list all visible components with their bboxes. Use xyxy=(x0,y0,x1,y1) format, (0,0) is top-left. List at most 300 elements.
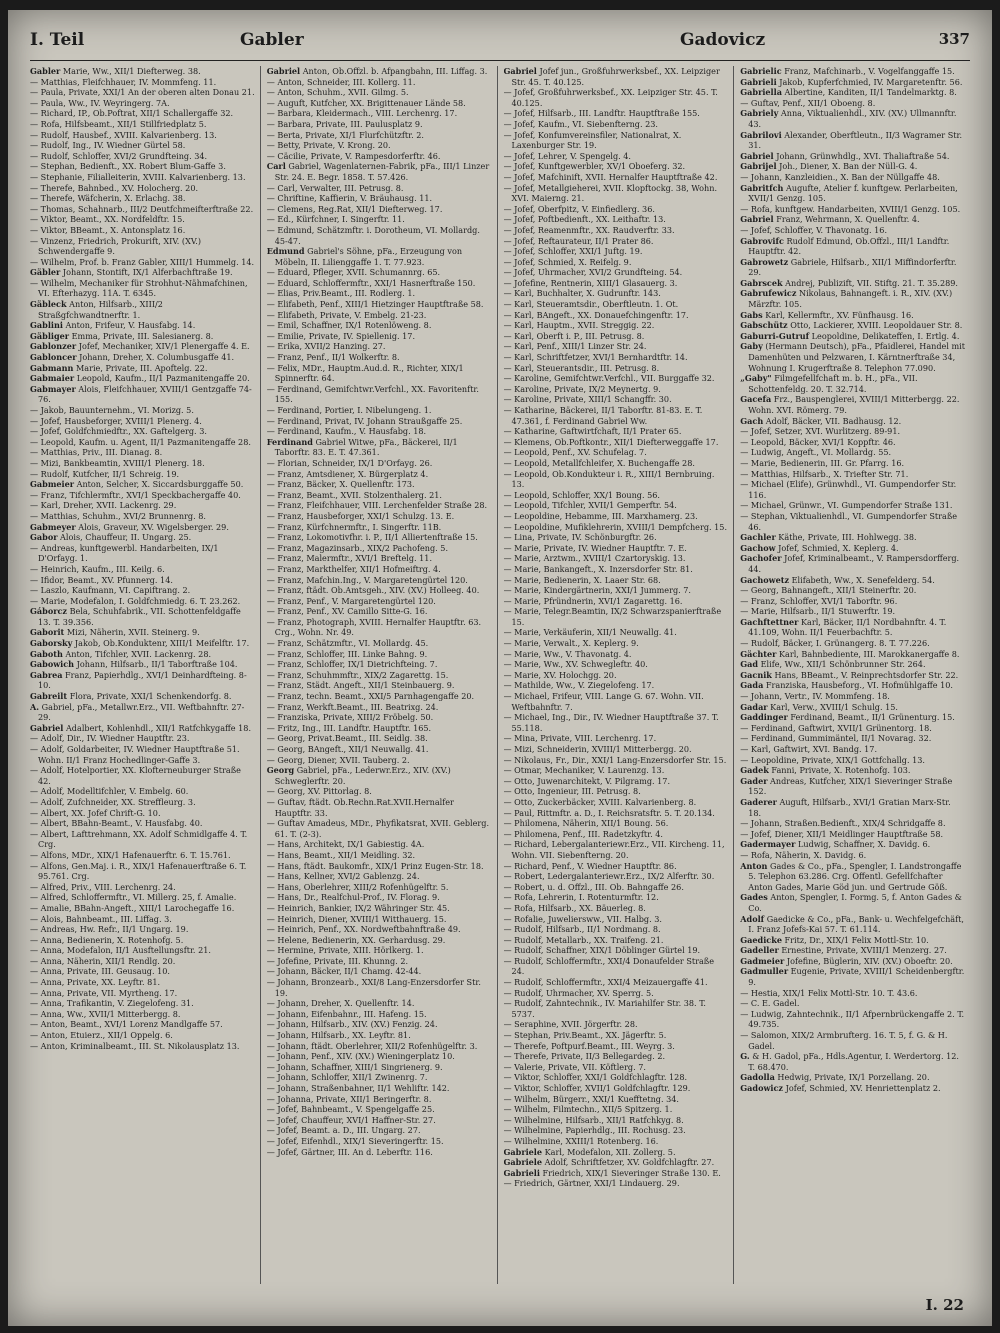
directory-entry: Gachler Käthe, Private, III. Hohlwegg. 38. xyxy=(740,532,917,543)
directory-entry: — Franz, Beamt., XVII. Stolzenthalerg. 21. xyxy=(266,489,442,500)
directory-entry: — Otto, Zuckerbäcker, XVIII. Kalvarienberg. 8. xyxy=(503,796,697,807)
signature-mark: I. 22 xyxy=(925,1296,964,1314)
directory-entry: Gabloncer Johann, Dreher, X. Columbusgaffe 41. xyxy=(30,352,235,363)
directory-entry: — Anna, Private, XX. Leyftr. 81. xyxy=(30,977,161,988)
directory-entry: — Adolf, Goldarbeiter, IV. Wiedner Hauptftraße 51. Wohn. II/1 Franz Hochedlinger-Gaffe 3. xyxy=(30,744,240,765)
directory-entry: — Clemens, Reg.Rat, XII/1 Diefterweg. 17. xyxy=(266,203,443,214)
directory-entry: — Stephan, Bedienft., XX. Robert Blum-Gaffe 3. xyxy=(30,161,226,172)
directory-entry: — Jofef, Poftbedienft., XX. Leithaftr. 13. xyxy=(503,214,666,225)
directory-entry: — Hans, Architekt, IX/1 Gabiestig. 4A. xyxy=(266,839,425,850)
directory-entry: G. & H. Gadol, pFa., Hdls.Agentur, I. Werdertorg. 12. T. 68.470. xyxy=(740,1051,959,1072)
directory-entry: — Johann, Hilfsarb., XX. Leyftr. 81. xyxy=(266,1030,411,1041)
directory-entry: — Adolf, Hotelportier, XX. Klofterneuburger Straße 42. xyxy=(30,765,241,786)
directory-entry: — Therefe, Wäfcherin, X. Erlachg. 38. xyxy=(30,193,186,204)
directory-entry: — Rofa, Lehrerin, I. Rotenturmftr. 12. xyxy=(503,892,659,903)
directory-entry: — Marie, Arztwm., XVIII/1 Czartoryskig. 13. xyxy=(503,553,686,564)
directory-entry: Gachofer Jofef, Kriminalbeamt., V. Rampersdorfferg. 44. xyxy=(740,553,960,574)
directory-entry: — Franz, Werkft.Beamt., III. Beatrixg. 24. xyxy=(266,701,439,712)
directory-entry: — Thomas, Schahnarb., III/2 Deutfchmeifterftraße 22. xyxy=(30,203,254,214)
directory-entry: — Albert, BBahn-Beamt., V. Hausfabg. 40. xyxy=(30,818,203,829)
directory-entry: Gades Anton, Spengler, I. Formg. 5, f. Anton Gades & Co. xyxy=(740,892,962,913)
directory-entry: — Franz, Bäcker, X. Quellenftr. 173. xyxy=(266,479,415,490)
directory-entry: Gadmeier Jofefine, Büglerin, XIV. (XV.) Oboeftr. 20. xyxy=(740,955,953,966)
directory-entry: Gacnik Hans, BBeamt., V. Reinprechtsdorfer Str. 22. xyxy=(740,669,959,680)
directory-entry: — Laszlo, Kaufmann, VI. Capiftrang. 2. xyxy=(30,585,191,596)
directory-entry: — Karl, Oberft i. P., III. Petrusg. 8. xyxy=(503,330,645,341)
directory-entry: — Elias, Priv.Beamt., III. Rodlerg. 1. xyxy=(266,288,416,299)
directory-entry: Gachftettner Karl, Bäcker, II/1 Nordbahnftr. 4. T. 41.109, Wohn. II/1 Feuerbachftr. 5. xyxy=(740,616,947,638)
directory-entry: — Franz, Mafchin.Ing., V. Margaretengürtel 120. xyxy=(266,574,468,585)
directory-entry: — Rofalie, Juweliersww., VII. Halbg. 3. xyxy=(503,913,662,924)
directory-entry: — Hestia, XIX/1 Felix Mottl-Str. 10. T. 43.6. xyxy=(740,987,918,998)
directory-entry: Gaddinger Ferdinand, Beamt., II/1 Grünenturg. 15. xyxy=(740,712,955,723)
directory-entry: — Rofa, Hilfsbeamt., XII/1 Stillfriedplatz 5. xyxy=(30,118,207,129)
directory-entry: — Franz, Magazinsarb., XIX/2 Pachofeng. 5. xyxy=(266,542,449,553)
directory-entry: Gadek Fanni, Private, X. Rotenhofg. 103. xyxy=(740,765,911,776)
directory-entry: — Wilhelm, Prof. b. Franz Gabler, XIII/1 Hummelg. 14. xyxy=(30,256,255,267)
directory-entry: — Marie, Modefalon, I. Goldfchmiedg. 6. T. 23.262. xyxy=(30,595,241,606)
directory-entry: — Leopold, Ob.Kondukteur i. R., XIII/1 Bernbruing. 13. xyxy=(503,468,715,490)
column-4 xyxy=(740,66,970,1284)
directory-entry: — Jofef, Uhrmacher, XVI/2 Grundfteing. 54. xyxy=(503,267,683,278)
directory-entry: — Johann, Hilfsarb., XIV. (XV.) Fenzig. 24. xyxy=(266,1019,438,1030)
directory-entry: — Viktor, Schloffer, XVII/1 Goldfchlagftr. 129. xyxy=(503,1083,691,1093)
directory-entry: — Richard, IP., Ob.Poftrat, XII/1 Schallergaffe 32. xyxy=(30,108,234,119)
directory-entry: — Jofef, Lehrer, V. Spengelg. 4. xyxy=(503,150,631,161)
directory-entry: Gaby (Hermann Deutsch), pFa., Pfaidlerei, Handel mit Damenhüten und Pelzwaren, I. Kärntnerftraße 34, Wohnung I. Krugerftraße 8. Telephon 77.090. xyxy=(740,341,966,373)
directory-entry: — Jofef, Beamt. a. D., III. Ungarg. 27. xyxy=(266,1125,421,1136)
directory-entry: — Jofef, Schmied, X. Reifelg. 9. xyxy=(503,256,632,267)
directory-entry: — Leopold, Kaufm. u. Agent, II/1 Pazmanitengaffe 28. xyxy=(30,436,251,447)
directory-entry: Gabreilt Flora, Private, XXI/1 Schenkendorfg. 8. xyxy=(30,691,232,702)
directory-entry: — Jofef, Kaufm., VI. Siebenfterng. 23. xyxy=(503,118,659,129)
column-3 xyxy=(504,66,735,1284)
directory-entry: — Rudolf, Metallarb., XX. Traifeng. 21. xyxy=(503,934,664,945)
directory-entry: Gada Franziska, Hausbeforg., VI. Hofmühlgaffe 10. xyxy=(740,680,953,691)
directory-entry: Gabler Marie, Ww., XII/1 Diefterweg. 38. xyxy=(30,66,201,76)
directory-entry: A. Gabriel, pFa., Metallwr.Erz., VII. Weftbahnftr. 27-29. xyxy=(30,701,245,723)
directory-entry: — Jofef, Reftaurateur, II/1 Prater 86. xyxy=(503,235,654,246)
directory-entry: — Jofefine, Private, III. Khunng. 2. xyxy=(266,955,409,966)
directory-entry: — Jofef, Chauffeur, XVI/1 Haffner-Str. 27. xyxy=(266,1114,436,1125)
directory-entry: — Betty, Private, V. Krong. 20. xyxy=(266,140,391,151)
directory-entry: — Anton, Etuierz., XII/1 Oppelg. 6. xyxy=(30,1030,173,1041)
directory-entry: — Johann, Dreher, X. Quellenftr. 14. xyxy=(266,998,415,1009)
directory-entry: — Ferdinand, Portier, I. Nibelungeng. 1. xyxy=(266,405,432,415)
directory-entry: — Franz, Amtsdiener, X. Bürgerplatz 4. xyxy=(266,468,429,479)
directory-entry: Gabmaier Leopold, Kaufm., II/1 Pazmanitengaffe 20. xyxy=(30,373,250,384)
directory-entry: — Ferdinand, Privat, IV. Johann Straußgaffe 25. xyxy=(266,415,463,426)
directory-entry: — Erika, XVII/2 Hanzing. 27. xyxy=(266,341,386,352)
directory-entry: — Stephan, Priv.Beamt., XX. Jägerftr. 5. xyxy=(503,1030,667,1041)
directory-entry: — Rudolf, Schloffermftr., XXI/4 Donaufelder Straße 24. xyxy=(503,955,715,977)
directory-entry: — Jofef, Diener, XII/1 Meidlinger Hauptftraße 58. xyxy=(740,828,944,839)
directory-entry: — Leopoldine, Hebamme, III. Marxhamerg. 23. xyxy=(503,510,698,521)
directory-entry: — Philomena, Penf., III. Radetzkyftr. 4. xyxy=(503,828,663,839)
directory-entry: — Jofef, Mafchinift, XVII. Hernalfer Hauptftraße 42. xyxy=(503,171,718,182)
directory-entry: — Robert, Ledergalanteriewr.Erz., IX/2 Alferftr. 30. xyxy=(503,871,715,882)
directory-entry: — Nikolaus, Fr., Dir., XXI/1 Lang-Enzersdorfer Str. 15. xyxy=(503,754,727,765)
directory-entry: — Johann, Straßen.Bedienft., XIX/4 Schridgaffe 8. xyxy=(740,818,946,829)
directory-entry: — Jofef, Goldfchmiedftr., XX. Gaftelgerg. 3. xyxy=(30,426,207,437)
directory-entry: — Franz, Photograph, XVIII. Hernalfer Hauptftr. 63. Crg., Wohn. Nr. 49. xyxy=(266,616,482,638)
directory-entry: Gadowicz Jofef, Schmied, XV. Henriettenplatz 2. xyxy=(740,1083,941,1093)
directory-entry: — Marie, Kindergärtnerin, XXI/1 Jummerg. 7. xyxy=(503,585,691,596)
directory-entry: — Rofa, Hilfsarb., XX. Bäuerleg. 8. xyxy=(503,902,646,913)
directory-entry: — Johann, ftädt. Oberlehrer, XII/2 Rofenhügelftr. 3. xyxy=(266,1040,478,1051)
directory-entry: — Emil, Schaffner, IX/1 Rotenlöweng. 8. xyxy=(266,320,432,331)
directory-entry: — Karl, Penf., XIII/1 Linzer Str. 24. xyxy=(503,341,647,352)
directory-entry: — Robert, u. d. Offzl., III. Ob. Bahngaffe 26. xyxy=(503,881,684,892)
directory-entry: — Alois, Bahnbeamt., III. Liffag. 3. xyxy=(30,913,172,924)
directory-entry: — Jofef, Bahnbeamt., V. Spengelgaffe 25. xyxy=(266,1104,435,1115)
directory-entry: — Cäcilie, Private, V. Rampesdorferftr. 46. xyxy=(266,150,441,161)
directory-entry: Edmund Gabriel's Söhne, pFa., Erzeugung von Möbeln, II. Lilienggaffe 1. T. 77.923. xyxy=(266,246,463,267)
directory-entry: — Leopold, Metallfchleifer, X. Buchengaffe 28. xyxy=(503,457,695,468)
directory-entry: — Jofef, Oberfpitz, V. Einfiedlerg. 36. xyxy=(503,203,655,214)
directory-entry: — Karl, Gaftwirt, XVI. Bandg. 17. xyxy=(740,744,878,754)
directory-entry: — Otto, Ingenieur, III. Petrusg. 8. xyxy=(503,786,641,797)
page-header xyxy=(30,24,970,61)
directory-entry: — Wilhelmine, Papierhdlg., III. Rochusg. 23. xyxy=(503,1125,686,1136)
directory-entry: — Jofef, Schloffer, V. Thavonatg. 16. xyxy=(740,224,888,235)
directory-entry: — Franz, Lokomotivfhr. i. P., II/1 Alliertenftraße 15. xyxy=(266,532,478,543)
directory-entry: — Hermine, Private, XIII. Hörlkerg. 1. xyxy=(266,945,424,956)
directory-entry: — Leopoldine, Private, XIX/1 Gottfchallg. 13. xyxy=(740,754,925,765)
directory-entry: — Georg, XV. Pittorlag. 8. xyxy=(266,786,372,797)
directory-entry: — Hans, Beamt., XII/1 Meidling. 32. xyxy=(266,849,416,860)
directory-entry: — Rudolf, Bäcker, I. Grünangerg. 8. T. 77.226. xyxy=(740,638,930,649)
directory-entry: Carl Gabriel, Wagenlaternen-Fabrik, pFa., III/1 Linzer Str. 24. E. Begr. 1858. T. 57.426. xyxy=(266,161,490,182)
directory-entry: Gabriely Anna, Viktualienhdl., XIV. (XV.) Ullmannftr. 43. xyxy=(740,108,957,129)
directory-entry: — Marie, Private, IV. Wiedner Hauptftr. 7. E. xyxy=(503,542,687,553)
directory-entry: — Franz, Penf., XV. Camillo Sitte-G. 16. xyxy=(266,606,428,617)
directory-entry: Gäbliger Emma, Private, III. Salesianerg. 8. xyxy=(30,330,214,341)
directory-entry: Gabriel Adalbert, Kohlenhdl., XII/1 Ratfchkygaffe 18. xyxy=(30,722,252,733)
directory-entry: — Anna, Bedienerin, X. Rotenhofg. 5. xyxy=(30,934,184,945)
directory-entry: — Marie, Telegr.Beamtin, IX/2 Schwarzspanierftraße 15. xyxy=(503,606,722,627)
directory-entry: — Marie, Bankangeft., X. Inzersdorfer Str. 81. xyxy=(503,563,693,574)
directory-entry: — Felix, MDr., Hauptm.Aud.d. R., Richter, XIX/1 Spinnerftr. 64. xyxy=(266,362,464,384)
directory-entry: — Ferdinand, Gummimäntel, II/1 Novarag. 32. xyxy=(740,733,932,744)
last-entry-keyword: Gadovicz xyxy=(680,30,766,50)
column-1 xyxy=(30,66,261,1284)
directory-entry: Gaborit Mizi, Näherin, XVII. Steinerg. 9. xyxy=(30,627,200,638)
directory-entry: — Viktor, BBeamt., X. Antonsplatz 16. xyxy=(30,224,186,235)
first-entry-keyword: Gabler xyxy=(240,30,304,50)
directory-entry: Gadermayer Ludwig, Schaffner, X. Davidg. 6. xyxy=(740,839,931,850)
directory-entry: — Franz, Markthelfer, XII/1 Hofmeiftrg. 4. xyxy=(266,563,441,574)
directory-entry: — Heinrich, Penf., XX. Nordweftbahnftraße 49. xyxy=(266,924,461,935)
directory-entry: — Franz, Penf., II/1 Wolkerftr. 8. xyxy=(266,352,400,363)
directory-entry: — Jakob, Bauunternehm., VI. Morizg. 5. xyxy=(30,405,194,415)
directory-entry: — Otto, Juwenarchitekt, V. Pilgramg. 17. xyxy=(503,775,671,786)
directory-entry: Gaedicke Fritz, Dr., XIX/1 Felix Mottl-Str. 10. xyxy=(740,934,929,945)
directory-entry: — Paula, Ww., IV. Weyringerg. 7A. xyxy=(30,97,170,108)
directory-entry: Gabs Karl, Kellermftr., XV. Fünfhausg. 16. xyxy=(740,309,914,320)
directory-entry: Ferdinand Gabriel Witwe, pFa., Bäckerei, II/1 Taborftr. 83. E. T. 47.361. xyxy=(266,436,458,458)
directory-entry: Georg Gabriel, pFa., Lederwr.Erz., XIV. (XV.) Schweglerftr. 20. xyxy=(266,765,451,786)
directory-entry: — Philomena, Näherin, XII/1 Boung. 56. xyxy=(503,818,669,829)
directory-entry: — Johann, Vertr., IV. Mommfeng. 18. xyxy=(740,691,890,702)
directory-entry: Gáborcz Bela, Schuhfabrik., VII. Schottenfeldgaffe 13. T. 39.356. xyxy=(30,606,241,627)
directory-entry: Gabrscek Andrej, Publizift, VII. Stiftg. 21. T. 35.289. xyxy=(740,277,959,288)
directory-entry: — Jofef, Eifenhdl., XIX/1 Sieveringerftr. 15. xyxy=(266,1135,444,1146)
directory-entry: — Alfred, Schloffermftr., VI. Millerg. 25, f. Amalie. xyxy=(30,892,237,903)
directory-entry: Gaborsky Jakob, Ob.Konduktenr, XIII/1 Meifelftr. 17. xyxy=(30,638,250,649)
directory-entry: — Johann, Schaffner, XIII/1 Singrienerg. 9. xyxy=(266,1061,443,1072)
directory-entry: — Franz, Schloffer, IX/1 Dietrichfteing. 7. xyxy=(266,659,438,670)
directory-entry: — Ludwig, Angeft., VI. Mollardg. 55. xyxy=(740,447,892,458)
directory-entry: — Therefe, Private, II/3 Bellegardeg. 2. xyxy=(503,1051,666,1062)
directory-entry: — Georg, Diener, XVII. Tauberg. 2. xyxy=(266,754,410,765)
directory-entry: — Salomon, XIX/2 Armbrufterg. 16. T. 5, f. G. & H. Gadel. xyxy=(740,1030,948,1051)
directory-entry: Anton Gades & Co., pFa., Spengler, I. Landstrongaffe 5. Telephon 63.286. Crg. Offentl. Gefellfchafter Anton Gades, Marie Göd ​​jun. und Gertrude Göß. xyxy=(740,860,962,892)
directory-entry: — Karl, Steuerantsdir., III. Petrusg. 8. xyxy=(503,362,660,373)
directory-entry: — Seraphine, XVII. Jörgerftr. 28. xyxy=(503,1019,638,1030)
directory-entry: — Marie, Ww., V. Thavonatg. 4. xyxy=(503,648,632,659)
directory-entry: Gabrilovi Alexander, Oberftleutn., II/3 Wagramer Str. 31. xyxy=(740,129,963,151)
directory-entry: Gabrufewicz Nikolaus, Bahnangeft. i. R., XIV. (XV.) Märzftr. 105. xyxy=(740,288,953,310)
directory-entry: Gabrieli Friedrich, XIX/1 Sieveringer Straße 130. E. xyxy=(503,1167,721,1178)
directory-entry: — Vinzenz, Friedrich, Prokurift, XIV. (XV.) Schwendergaffe 9. xyxy=(30,235,202,257)
directory-entry: — Leopold, Tifchler, XVII/1 Gemperftr. 54. xyxy=(503,500,677,511)
directory-entry: — Matthias, Hilfsarb., X. Triefter Str. 71. xyxy=(740,468,909,479)
directory-entry: Gabriel Franz, Wehrmann, X. Quellenftr. 4. xyxy=(740,214,920,225)
directory-entry: — Leopoldine, Mufiklehrerin, XVIII/1 Dempfcherg. 15. xyxy=(503,521,728,532)
directory-entry: — Albert, XX. Jofef Chrift-G. 10. xyxy=(30,807,161,818)
directory-entry: Gaderer Auguft, Hilfsarb., XVI/1 Gratian Marx-Str. 18. xyxy=(740,796,951,818)
directory-entry: — Richard, Penf., V. Wiedner Hauptftr. 86. xyxy=(503,860,677,871)
directory-entry: — Heinrich, Bankier, IX/2 Währinger Str. 45. xyxy=(266,902,450,913)
directory-entry: — Franz, techn. Beamt., XXI/5 Parnhagengaffe 20. xyxy=(266,691,475,702)
directory-entry: — Wilhelm, Bürgerr., XXI/1 Kuefftetng. 34. xyxy=(503,1093,679,1104)
directory-entry: — Johann, Bronzearb., XXI/8 Lang-Enzersdorfer Str. 19. xyxy=(266,977,481,998)
directory-columns xyxy=(30,66,970,1284)
directory-entry: — Georg, BAngeft., XII/1 Neuwallg. 41. xyxy=(266,744,429,754)
directory-entry: — Jofef, Hausbeforger, XVIII/1 Plenerg. 4. xyxy=(30,415,202,426)
directory-entry: — Guftav, Penf., XII/1 Oboeng. 8. xyxy=(740,97,876,108)
directory-entry: — Jofef, Metallgieherei, XVII. Klopftockg. 38, Wohn. XVI. Maierng. 21. xyxy=(503,182,718,204)
directory-entry: Gablini Anton, Frifeur, V. Hausfabg. 14. xyxy=(30,320,196,331)
directory-entry: — Matthias, Fleifchhauer, IV. Mommfeng. 11. xyxy=(30,76,217,87)
directory-entry: — Rudolf, Uhrmacher, XV. Sperrg. 5. xyxy=(503,987,654,998)
directory-entry: Gabrijel Joh., Diener, X. Ban der Nüll-G. 4. xyxy=(740,161,918,172)
directory-entry: Gabritfch Augufte, Atelier f. kunftgew. Perlarbeiten, XVII/1 Genzg. 105. xyxy=(740,182,958,204)
column-2 xyxy=(267,66,498,1284)
directory-entry: — Jofef, Gärtner, III. An d. Leberftr. 116. xyxy=(266,1146,433,1157)
directory-entry: — Marie, Ww., XV. Schwegleftr. 40. xyxy=(503,659,648,670)
directory-entry: — Michael (Elife), Grünwhdl., VI. Gumpendorfer Str. 116. xyxy=(740,479,957,500)
directory-entry: — Karl, Schriftfetzer, XVI/1 Bernhardtftr. 14. xyxy=(503,352,688,363)
directory-entry: — Marie, XV. Holochgg. 20. xyxy=(503,669,617,680)
directory-entry: Gabrieli Jakob, Kupferfchmied, IV. Margaretenftr. 56. xyxy=(740,76,963,87)
directory-entry: — Rudolf, Kutfcher, II/1 Schreig. 19. xyxy=(30,468,180,479)
directory-entry: — Guftav Amadeus, MDr., Phyfikatsrat, XVII. Geblerg. 61. T. (2-3). xyxy=(266,818,490,839)
directory-entry: — C. E. Gadel. xyxy=(740,998,800,1009)
directory-entry: — Fritz, Ing., III. Landftr. Hauptftr. 165. xyxy=(266,722,432,733)
directory-entry: — Anton, Beamt., XVI/1 Lorenz Mandlgaffe 57. xyxy=(30,1019,223,1030)
directory-entry: — Viktor, Schloffer, XXI/1 Goldfchlagftr. 128. xyxy=(503,1072,688,1083)
directory-entry: — Mizi, Bankbeamtin, XVIII/1 Plenerg. 18. xyxy=(30,457,205,468)
directory-entry: Gabrea Franz, Papierhdlg., XVI/1 Deinhardfteing. 8-10. xyxy=(30,669,247,691)
directory-entry: Gabrielic Franz, Mafchinarb., V. Vogelfanggaffe 15. xyxy=(740,66,955,76)
directory-entry: Gabschütz Otto, Lackierer, XVIII. Leopoldauer Str. 8. xyxy=(740,320,963,331)
directory-entry: — Ferdinand, Gaftwirt, XVII/1 Grünentorg. 18. xyxy=(740,722,932,733)
directory-entry: — Ferdinand, Gemifchtwr.Verfchl., XX. Favoritenftr. 155. xyxy=(266,383,479,405)
directory-entry: — Viktor, Beamt., XX. Nordfeldftr. 15. xyxy=(30,214,185,225)
directory-entry: — Heinrich, Kaufm., III. Keilg. 6. xyxy=(30,563,165,574)
directory-entry: — Franz, Städt. Angeft., XII/1 Steinbauerg. 9. xyxy=(266,680,455,691)
directory-entry: — Franz, Kürfchnermftr., I. Singerftr. 11B. xyxy=(266,521,442,532)
directory-entry: — Georg, Bahnangeft., XII/1 Steinerftr. 20. xyxy=(740,585,917,596)
directory-entry: — Eduard, Pfleger, XVII. Schumannrg. 65. xyxy=(266,267,441,278)
directory-entry: — Hans, Oberlehrer, XIII/2 Rofenhügelftr. 5. xyxy=(266,881,449,892)
directory-entry: Gäbleck Anton, Hilfsarb., XIII/2 Straßgfchwandtnerftr. 1. xyxy=(30,299,163,320)
directory-entry: — Stephan, Viktualienhdl., VI. Gumpendorfer Straße 46. xyxy=(740,510,958,532)
directory-entry: — Helene, Bedienerin, XX. Gerhardusg. 29. xyxy=(266,934,446,945)
directory-entry: — Anton, Kriminalbeamt., III. St. Nikolausplatz 13. xyxy=(30,1040,240,1051)
directory-entry: — Matthias, Priv., III. Dianag. 8. xyxy=(30,447,163,458)
directory-entry: — Ludwig, Zahntechnik., II/1 Afpernbrückengaffe 2. T. 49.735. xyxy=(740,1008,965,1030)
directory-entry: — Mathilde, Ww., V. Ziegelofeng. 17. xyxy=(503,680,655,691)
directory-entry: — Jofef, Großfuhrwerksbef., XX. Leipziger Str. 45. T. 40.125. xyxy=(503,87,718,108)
directory-entry: — Richard, Lebergalanteriewr.Erz., VII. Kircheng. 11, Wohn. VII. Siebenfterng. 20. xyxy=(503,839,725,860)
directory-entry: — Barbara, Kleidermach., VIII. Lerchenrg. 17. xyxy=(266,108,458,119)
directory-entry: Gabmann Marie, Private, III. Apoftelg. 22. xyxy=(30,362,208,373)
directory-entry: — Rudolf, Hilfsarb., II/1 Nordmang. 8. xyxy=(503,924,661,935)
directory-entry: — Elifabeth, Penf., XIII/1 Hietzinger Hauptftraße 58. xyxy=(266,299,484,310)
directory-entry: — Alfred, Priv., VIII. Lerchenrg. 24. xyxy=(30,881,176,892)
directory-entry: — Rudolf, Zahntechnik., IV. Mariahilfer Str. 38. T. 5737. xyxy=(503,998,706,1019)
directory-entry: — Anna, Modefalon, II/1 Ausftellungsftr. 21. xyxy=(30,945,211,956)
directory-entry: — Guftav, ftädt. Ob.Rechn.Rat.XVII.Hernalfer Hauptftr. 33. xyxy=(266,796,454,818)
directory-entry: — Wilhelmine, Hilfsarb., XII/1 Ratfchkyg. 8. xyxy=(503,1114,684,1125)
directory-entry: — Marie, Verkäuferin, XII/1 Neuwallg. 41. xyxy=(503,627,677,638)
directory-entry: — Alfons, Gen.Maj. i. R., XIX/1 Hafenauerftraße 6. T. 95.761. Crg. xyxy=(30,860,247,882)
directory-entry: — Franz, Tifchlermftr., XVI/1 Speckbachergaffe 40. xyxy=(30,489,241,500)
directory-entry: — Hans, Dr., Realfchul-Prof., IV. Florag. 9. xyxy=(266,892,440,903)
directory-entry: — Paul, Rittmftr. a. D., I. Reichsratsftr. 5. T. 20.134. xyxy=(503,807,715,818)
directory-entry: — Rudolf, Schloffermftr., XXI/4 Meizauergaffe 41. xyxy=(503,977,708,988)
directory-entry: — Michael, Frifeur, VIII. Lange G. 67. Wohn. VII. Weftbahnftr. 7. xyxy=(503,691,704,712)
directory-entry: — Franz, Penf., V. Margaretengürtel 120. xyxy=(266,595,436,606)
directory-entry: — Ifidor, Beamt., XV. Pfunnerg. 14. xyxy=(30,574,173,585)
directory-entry: — Mizi, Schneiderin, XVIII/1 Mitterbergg. 20. xyxy=(503,744,692,754)
directory-entry: — Johann, Bäcker, II/1 Chamg. 42-44. xyxy=(266,966,422,977)
directory-entry: — Johann, Penf., XIV. (XV.) Wieningerplatz 10. xyxy=(266,1051,455,1062)
directory-entry: Gacefa Frz., Bauspenglerei, XVIII/1 Mitterbergg. 22. Wohn. XVI. Römerg. 79. xyxy=(740,394,960,415)
directory-entry: — Klemens, Ob.Poftkontr., XII/1 Diefterweggaffe 17. xyxy=(503,436,719,447)
directory-entry: — Lina, Private, IV. Schönburgftr. 26. xyxy=(503,532,657,543)
directory-entry: — Otmar, Mechaniker, V. Laurenzg. 13. xyxy=(503,765,665,776)
directory-entry: — Marie, Hilfsarb., II/1 Stuwerftr. 19. xyxy=(740,606,896,617)
directory-entry: — Elifabeth, Private, V. Embelg. 21-23. xyxy=(266,309,427,320)
directory-entry: — Mina, Private, VIII. Lerchenrg. 17. xyxy=(503,733,657,744)
directory-entry: Gäbler Johann, Stontift, IX/1 Alferbachftraße 19. xyxy=(30,267,233,278)
directory-entry: — Therefe, Bahnbed., XV. Holocherg. 20. xyxy=(30,182,199,193)
directory-entry: — Berta, Private, XI/1 Flurfchützftr. 2. xyxy=(266,129,424,140)
directory-entry: — Leopold, Schloffer, XX/1 Boung. 56. xyxy=(503,489,661,500)
directory-entry: — Adolf, Modelltifchler, V. Embelg. 60. xyxy=(30,786,189,797)
directory-entry: — Wilhelm, Filmtechn., XII/5 Spitzerg. 1. xyxy=(503,1104,673,1115)
section-label: I. Teil xyxy=(30,30,85,50)
directory-entry: Gabmayer Alois, Fleifchhauer, XVIII/1 Gentzgaffe 74-76. xyxy=(30,383,252,405)
directory-entry: — Emilie, Private, IV. Spiellenig. 17. xyxy=(266,330,416,341)
page-number: 337 xyxy=(938,30,970,48)
directory-entry: — Paula, Private, XXI/1 An der oberen alten Donau 21. xyxy=(30,87,255,98)
directory-entry: — Franziska, Private, XIII/2 Fröbelg. 50. xyxy=(266,712,434,723)
directory-entry: — Karoline, Private, XIII/1 Schangffr. 30. xyxy=(503,394,672,405)
directory-entry: — Chriftine, Kaffierin, V. Bräuhausg. 11. xyxy=(266,193,433,204)
directory-entry: — Hans, Kellner, XVI/2 Gablenzg. 24. xyxy=(266,871,420,882)
directory-entry: — Franz, ftädt. Ob.Amtsgeh., XIV. (XV.) Holleeg. 40. xyxy=(266,585,480,596)
directory-entry: Gachowetz Elifabeth, Ww., X. Senefelderg. 54. xyxy=(740,574,935,585)
directory-entry: — Franz, Malermftr., XVI/1 Breftelg. 11. xyxy=(266,553,433,564)
directory-entry: Gaboth Anton, Tifchler, XVII. Lackenrg. 28. xyxy=(30,648,212,659)
directory-entry: — Wilhelmine, XXIII/1 Rotenberg. 16. xyxy=(503,1135,659,1146)
directory-entry: — Karl, Dreher, XVII. Lackenrg. 29. xyxy=(30,500,177,511)
directory-entry: — Anton, Schneider, III. Kollerg. 11. xyxy=(266,76,416,87)
directory-entry: — Marie, Bedienerin, X. Laaer Str. 68. xyxy=(503,574,661,585)
directory-entry: — Johann, Schloffer, XII/1 Zwinenrg. 7. xyxy=(266,1072,428,1083)
directory-entry: — Jofefine, Rentnerin, XIII/1 Glasauerg. 3. xyxy=(503,277,678,288)
directory-entry: — Barbara, Private, III. Paulusplatz 9. xyxy=(266,118,423,129)
directory-entry: — Marie, Bedienerin, III. Gr. Pfarrg. 16. xyxy=(740,457,905,468)
directory-entry: — Andreas, kunftgewerbl. Handarbeiten, IX/1 D'Orfayg. 1. xyxy=(30,542,219,564)
directory-page xyxy=(8,10,992,1326)
directory-entry: — Rudolf, Hausbef., XVIII. Kalvarienberg. 13. xyxy=(30,129,217,140)
directory-entry: — Rudolf, Schaffner, XIX/1 Döblinger Gürtel 19. xyxy=(503,945,701,956)
directory-entry: — Auguft, Kutfcher, XX. Brigittenauer Lände 58. xyxy=(266,97,466,108)
directory-entry: Gächter Karl, Bahnbediente, III. Marokkanergaffe 8. xyxy=(740,648,960,659)
directory-entry: — Amalie, BBahn-Angeft., XIII/1 Larochegaffe 16. xyxy=(30,902,235,913)
directory-entry: — Franz, Schuhmmftr., XIX/2 Zagarettg. 15. xyxy=(266,669,449,680)
directory-entry: „Gaby" Filmgefellfchaft m. b. H., pFa., VII. Schottenfeldg. 20. T. 32.714. xyxy=(740,373,918,394)
directory-entry: — Hans, ftädt. Baukomfr., XIX/1 Prinz Eugen-Str. 18. xyxy=(266,860,484,871)
directory-entry: — Eduard, Schloffermftr., XXI/1 Hasnerftraße 150. xyxy=(266,277,476,288)
directory-entry: — Albert, Lafttrehmann, XX. Adolf Schmidlgaffe 4. T. Crg. xyxy=(30,828,248,850)
directory-entry: Adolf Gaedicke & Co., pFa., Bank- u. Wechfelgefchäft, I. Franz Jofefs-Kai 57. T. 61.114. xyxy=(740,913,964,935)
directory-entry: Gad Elife, Ww., XII/1 Schönbrunner Str. 264. xyxy=(740,659,926,670)
directory-entry: — Katharine, Bäckerei, II/1 Taborftr. 81-83. E. T. 47.361, f. Ferdinand Gabriel Ww. xyxy=(503,405,703,426)
directory-entry: — Franz, Schätzmftr., VI. Mollardg. 45. xyxy=(266,638,429,649)
directory-entry: Gabriele Adolf, Schriftfetzer, XV. Goldfchlagftr. 27. xyxy=(503,1157,715,1168)
directory-entry: — Marie, Verwalt., X. Keplerg. 9. xyxy=(503,638,639,649)
directory-entry: Gabmeyer Alois, Graveur, XV. Wigelsberger. 29. xyxy=(30,521,229,532)
directory-entry: — Jofef, Reamenmftr., XX. Raudverftr. 33. xyxy=(503,224,675,235)
directory-entry: — Jofef, Schloffer, XXI/1 Juftg. 19. xyxy=(503,246,643,257)
directory-entry: Gader Andreas, Kutfcher, XIX/1 Sieveringer Straße 152. xyxy=(740,775,953,797)
directory-entry: — Johanna, Private, XII/1 Beringerftr. 8. xyxy=(266,1093,432,1104)
directory-entry: Gabrovifc Rudolf Edmund, Ob.Offzl., III/1 Landftr. Hauptftr. 42. xyxy=(740,235,950,257)
directory-entry: — Karl, BAngeft., XX. Donauefchingenftr. 17. xyxy=(503,309,689,320)
directory-entry: Gabriel Johann, Grünwhdlg., XVI. Thaliaftraße 54. xyxy=(740,150,950,161)
directory-entry: — Jofef, Konfumvereinsfiler, Nationalrat, X. Laxenburger Str. 19. xyxy=(503,129,682,151)
directory-entry: — Rofa, Näherin, X. Davidg. 6. xyxy=(740,849,867,860)
directory-entry: Gaburri-Gutruf Leopoldine, Delikateffen, I. Ertlg. 4. xyxy=(740,330,960,341)
directory-entry: — Rofa, kunftgew. Handarbeiten, XVIII/1 Genzg. 105. xyxy=(740,203,961,214)
directory-entry: — Ed., Kürfchner, I. Singerftr. 11. xyxy=(266,214,405,225)
directory-entry: — Michael, Ing., Dir., IV. Wiedner Hauptftraße 37. T. 55.118. xyxy=(503,712,719,733)
directory-entry: — Marie, Pfründnerin, XVI/1 Zagarettg. 16. xyxy=(503,595,683,606)
directory-entry: Gabor Alois, Chauffeur, II. Ungarg. 25. xyxy=(30,532,192,543)
directory-entry: Gachow Jofef, Schmied, X. Keplerg. 4. xyxy=(740,542,899,553)
directory-entry: — Carl, Verwalter, III. Petrusg. 8. xyxy=(266,182,404,193)
directory-entry: — Adolf, Dir., IV. Wiedner Hauptftr. 23. xyxy=(30,733,190,744)
directory-entry: — Andreas, Hw. Refr., II/1 Ungarg. 19. xyxy=(30,924,189,935)
directory-entry: Gadeller Ernestine, Private, XVIII/1 Menzerg. 27. xyxy=(740,945,947,956)
